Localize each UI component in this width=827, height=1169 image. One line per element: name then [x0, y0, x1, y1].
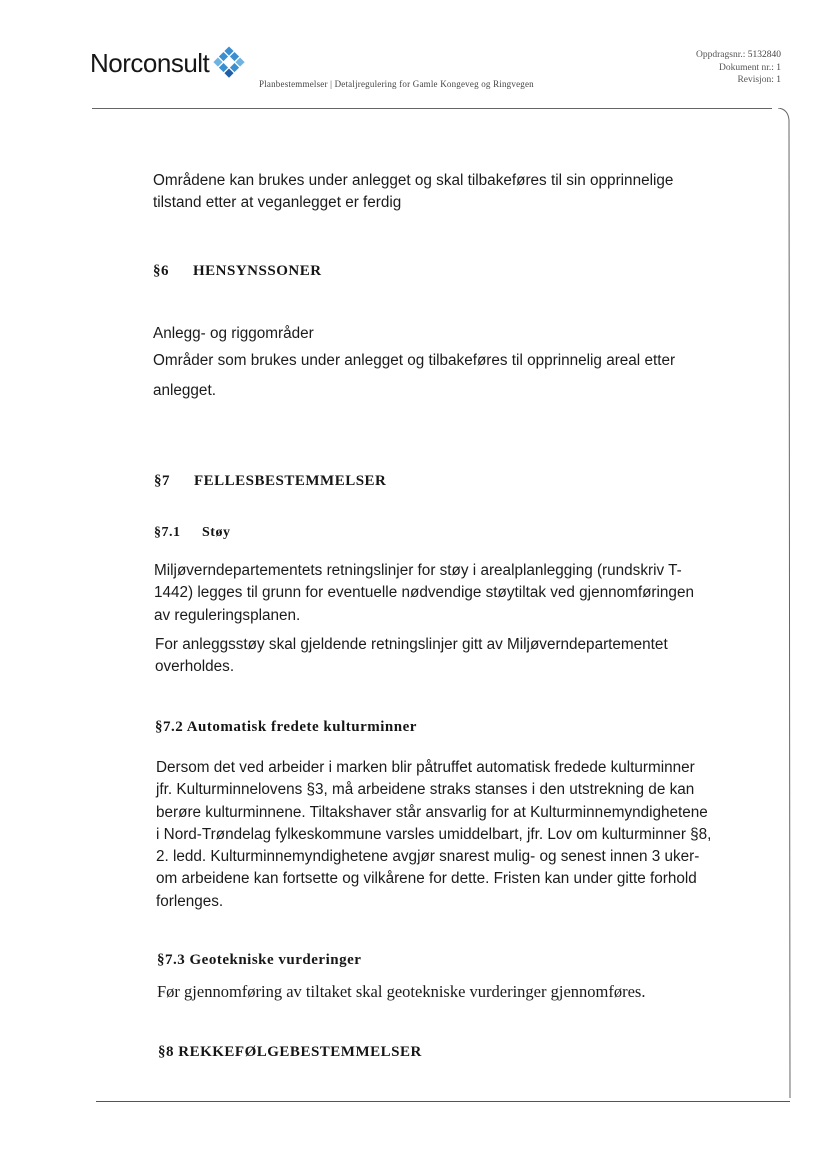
- section-7-3-heading: §7.3 Geotekniske vurderinger: [157, 952, 362, 968]
- section-6-heading: §6 HENSYNSSONER: [153, 263, 322, 279]
- section-6-body: Anlegg- og riggområder Områder som brukes under anlegget og tilbakeføres til opprinnelig areal etter anlegget.: [153, 325, 676, 399]
- document-number: Dokument nr.: 1: [718, 62, 781, 73]
- section-8-heading: §8 REKKEFØLGEBESTEMMELSER: [158, 1044, 422, 1060]
- section-7-3-body: Før gjennomføring av tiltaket skal geotekniske vurderinger gjennomføres.: [157, 982, 646, 1001]
- section-7-1-paragraph-2: For anleggsstøy skal gjeldende retningslinjer gitt av Miljøverndepartementet overholdes.: [155, 636, 668, 676]
- norconsult-logo-icon: [212, 45, 246, 79]
- page-frame-edge: [778, 108, 792, 1098]
- section-7-2-heading: §7.2 Automatisk fredete kulturminner: [155, 719, 417, 735]
- footer-divider: [96, 1101, 790, 1102]
- logo-text: Norconsult: [90, 48, 210, 78]
- assignment-number: Oppdragsnr.: 5132840: [696, 50, 781, 60]
- document-meta: [696, 49, 781, 87]
- document-subtitle: Planbestemmelser | Detaljregulering for Gamle Kongeveg og Ringvegen: [259, 79, 534, 89]
- section-7-1-heading: §7.1 Støy: [154, 525, 231, 540]
- intro-paragraph: Områdene kan brukes under anlegget og skal tilbakeføres til sin opprinnelige tilstand etter at veganlegget er ferdig: [153, 172, 674, 212]
- revision-number: Revisjon: 1: [737, 75, 781, 85]
- section-7-heading: §7 FELLESBESTEMMELSER: [154, 473, 387, 489]
- header-divider: [92, 108, 772, 109]
- section-7-1-paragraph-1: Miljøverndepartementets retningslinjer for støy i arealplanlegging (rundskriv T- 1442) legges til grunn for eventuelle nødvendige støytiltak ved gjennomføringen av reguleringsplanen.: [154, 562, 694, 624]
- section-7-2-body: Dersom det ved arbeider i marken blir påtruffet automatisk fredede kulturminner jfr. Kulturminnelovens §3, må arbeidene straks stanses i den utstrekning de kan berøre kulturminnene. Tiltakshaver står ansvarlig for at Kulturminnemyndighetene i Nord-Trøndelag fylkeskommune varsles umiddelbart, jfr. Lov om kulturminner §8, 2. ledd. Kulturminnemyndighetene avgjør snarest mulig- og senest innen 3 uker- om arbeidene kan fortsette og vilkårene for dette. Fristen kan under gitte forhold forlenges.: [156, 759, 712, 910]
